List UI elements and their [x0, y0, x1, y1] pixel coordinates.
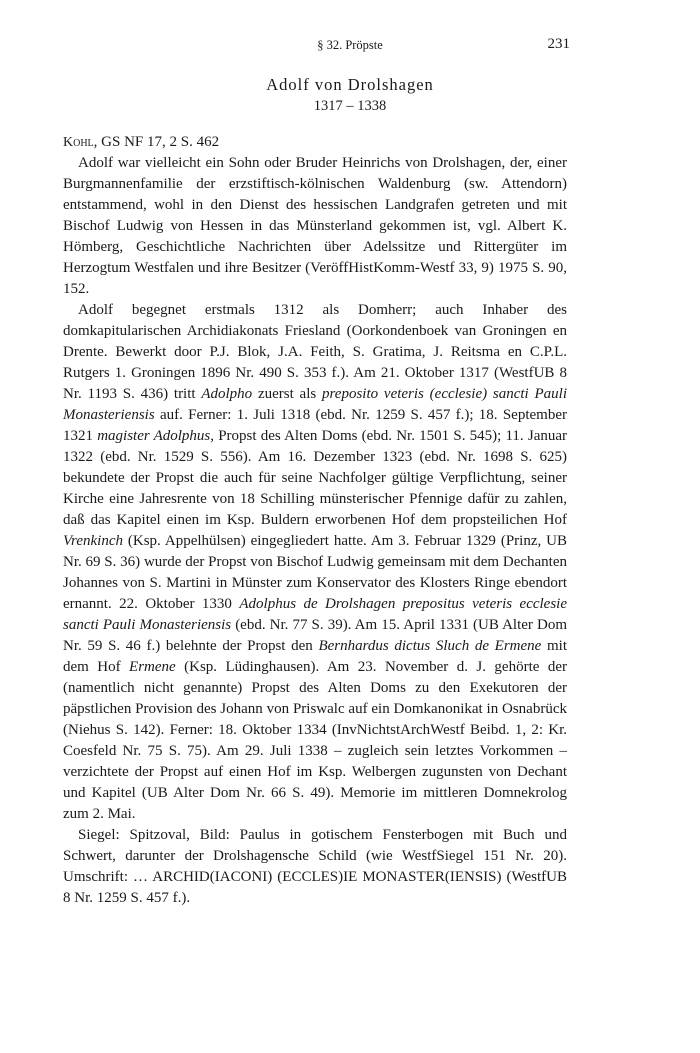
reference-line	[63, 132, 567, 153]
career-quote-7: Ermene	[129, 659, 176, 675]
career-text-2: zuerst als	[252, 386, 323, 402]
career-text-4: Propst des Alten Doms (ebd. Nr. 1501 S. 545); 11. Januar 1322 (ebd. Nr. 1529 S. 556). Am 16. Dezember 1323 (ebd. Nr. 1698 S. 625) bekundete der Propst die auch für seine Nachfolger gültige Verpflichtung, seiner Kirche eine Jahresrente von 18 Schilling münsterischer Pfennige dafür zu zahlen, daß das Kapitel einen im Ksp. Buldern erworbenen Hof dem propsteilichen Hof	[63, 428, 568, 528]
career-quote-6: Bernhardus dictus Sluch de Ermene	[318, 638, 542, 654]
running-head	[0, 36, 700, 56]
paragraph-career	[63, 300, 567, 825]
career-quote-3: magister Adolphus,	[97, 428, 215, 444]
entry-heading	[0, 74, 700, 116]
career-quote-4: Vrenkinch	[63, 533, 123, 549]
running-title: § 32. Pröpste	[317, 38, 383, 52]
career-text-1: Adolf begegnet erstmals 1312 als Domherr; auch Inhaber des domkapitularischen Archidiakonats Friesland (Oorkondenboek van Groningen en Drente. Bewerkt door P.J. Blok, J.A. Feith, S. Gratima, J. Reitsma en C.P.L. Rutgers 1. Groningen 1896 Nr. 490 S. 353 f.). Am 21. Oktober 1317 (WestfUB 8 Nr. 1193 S. 436) tritt	[63, 302, 567, 402]
career-text-7: mit dem Hof	[63, 638, 567, 675]
career-text-3: auf. Ferner: 1. Juli 1318 (ebd. Nr. 1259 S. 457 f.); 18. September 1321	[63, 407, 567, 444]
career-quote-1: Adolpho	[201, 386, 253, 402]
page-number: 231	[547, 36, 570, 52]
text-body	[63, 132, 567, 909]
career-quote-5: Adolphus de Drolshagen prepositus veteris ecclesie sancti Pauli Monasteriensis	[63, 596, 567, 633]
paragraph-origin: Adolf war vielleicht ein Sohn oder Bruder Heinrichs von Drolshagen, der, einer Burgmannenfamilie der erzstiftisch-kölnischen Waldenburg (sw. Attendorn) entstammend, wohl in den Dienst des hessischen Landgrafen getreten und mit Bischof Ludwig von Hessen in das Münsterland gekommen ist, vgl. Albert K. Hömberg, Geschichtliche Nachrichten über Adelssitze und Rittergüter im Herzogtum Westfalen und ihre Besitzer (VeröffHistKomm-Westf 33, 9) 1975 S. 90, 152.	[63, 155, 567, 297]
career-text-6: (ebd. Nr. 77 S. 39). Am 15. April 1331 (UB Alter Dom Nr. 59 S. 46 f.) belehnte der Propst den	[63, 617, 567, 654]
career-text-5: (Ksp. Appelhülsen) eingegliedert hatte. Am 3. Februar 1329 (Prinz, UB Nr. 69 S. 36) wurde der Propst von Bischof Ludwig gemeinsam mit dem Dechanten Johannes von S. Martini in Münster zum Konservator des Klosters Ringe ebendort ernannt. 22. Oktober 1330	[63, 533, 567, 612]
entry-name: Adolf von Drolshagen	[266, 75, 434, 94]
career-text-8: (Ksp. Lüdinghausen). Am 23. November d. J. gehörte der (namentlich nicht genannte) Propst des Alten Doms zu den Exekutoren der päpstlichen Provision des Johann von Priswalc auf ein Domkanonikat in Osnabrück (Niehus S. 142). Ferner: 18. Oktober 1334 (InvNichtstArchWestf Beibd. 1, 2: Kr. Coesfeld Nr. 75 S. 75). Am 29. Juli 1338 – zugleich sein letztes Vorkommen – verzichtete der Propst auf einen Hof im Ksp. Welbergen zugunsten von Dechant und Kapitel (UB Alter Dom Nr. 66 S. 49). Memorie im mittleren Domnekrolog zum 2. Mai.	[63, 659, 567, 822]
career-quote-2: preposito veteris (ecclesie) sancti Pauli Monasteriensis	[63, 386, 568, 423]
entry-dates: 1317 – 1338	[313, 98, 387, 114]
paragraph-seal: Siegel: Spitzoval, Bild: Paulus in gotischem Fensterbogen mit Buch und Schwert, darunter der Drolshagensche Schild (wie WestfSiegel 151 Nr. 20). Umschrift: … ARCHID(IACONI) (ECCLES)IE MONASTER(IENSIS) (WestfUB 8 Nr. 1259 S. 457 f.).	[63, 827, 567, 906]
reference-author: Kohl	[63, 135, 94, 150]
reference-details: , GS NF 17, 2 S. 462	[93, 134, 220, 150]
